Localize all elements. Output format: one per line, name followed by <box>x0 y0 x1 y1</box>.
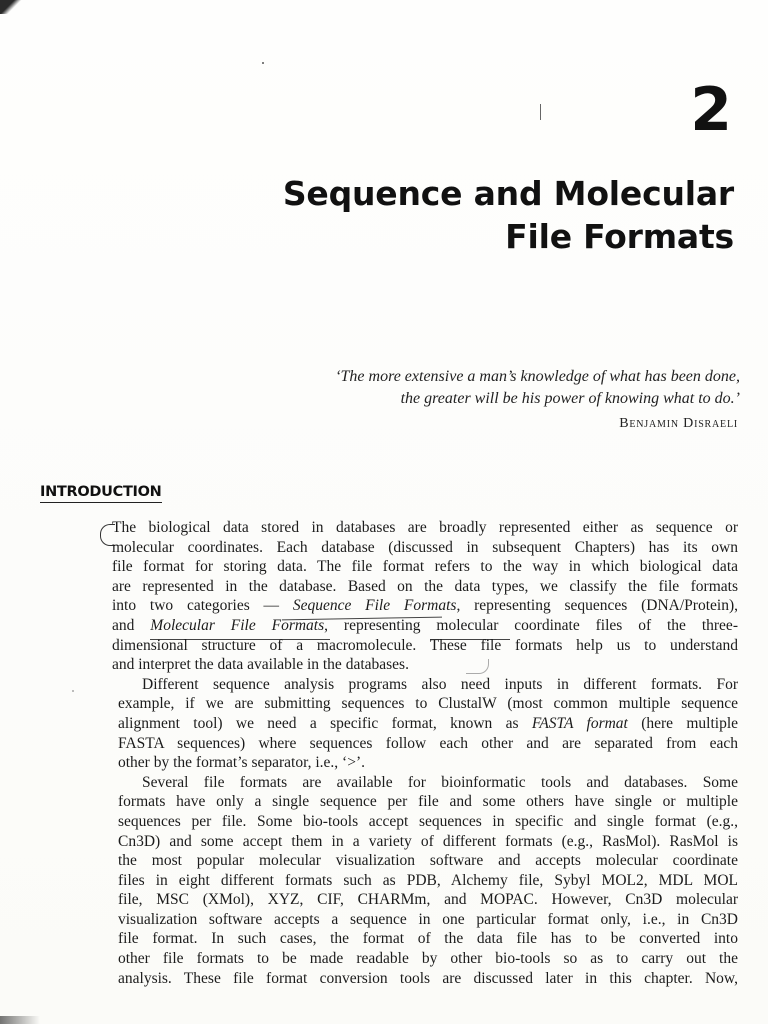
text-line: file format. In such cases, the format of the data file has to be converted into <box>118 930 738 948</box>
text-segment: and <box>112 616 151 634</box>
text-segment: , representing sequences (DNA/Protein), <box>456 597 738 615</box>
paragraph <box>118 675 738 773</box>
paper-speck <box>72 690 74 692</box>
text-segment: into two categories — <box>112 597 293 615</box>
text-line: other by the format’s separator, i.e., ‘>’. <box>118 754 365 772</box>
text-line <box>118 714 738 734</box>
text-line <box>112 616 738 636</box>
text-line: file, MSC (XMol), XYZ, CIF, CHARMm, and MOPAC. However, Cn3D molecular <box>118 891 738 909</box>
text-line: Several file formats are available for bioinformatic tools and databases. Some <box>142 773 738 791</box>
text-line: dimensional structure of a macromolecule. These file formats help us to understand <box>112 636 738 654</box>
italic-term: Sequence File Formats <box>292 597 457 615</box>
text-line: the most popular molecular visualization software and accepts molecular coordinate <box>118 852 738 870</box>
text-line: sequences per file. Some bio-tools accept sequences in specific and single format (e.g., <box>118 812 738 830</box>
text-segment: , representing molecular coordinate files of the three- <box>324 616 738 634</box>
text-line: are represented in the database. Based on the data types, we classify the file formats <box>112 577 738 595</box>
italic-term: FASTA format <box>531 714 628 732</box>
text-line <box>112 596 738 616</box>
text-line: visualization software accepts a sequence in one particular format only, i.e., in Cn3D <box>118 910 738 928</box>
text-line: analysis. These file format conversion tools are discussed later in this chapter. Now, <box>118 969 738 987</box>
epigraph-line: the greater will be his power of knowing what to do.’ <box>400 390 740 407</box>
chapter-title-line: Sequence and Molecular <box>282 174 734 213</box>
page-corner-shadow <box>0 0 22 14</box>
chapter-number: 2 <box>690 75 732 145</box>
section-heading: INTRODUCTION <box>40 484 162 503</box>
text-segment: (here multiple <box>627 714 739 732</box>
text-line: formats have only a single sequence per file and some others have single or multiple <box>118 793 738 811</box>
body-text <box>112 518 738 988</box>
epigraph-author: Benjamin Disraeli <box>619 416 738 431</box>
text-line: Different sequence analysis programs also need inputs in different formats. For <box>142 675 738 693</box>
text-segment: alignment tool) we need a specific format, known as <box>118 714 532 732</box>
text-line: example, if we are submitting sequences to ClustalW (most common multiple sequence <box>118 695 738 713</box>
chapter-title-line: File Formats <box>505 217 734 256</box>
text-line: Cn3D) and some accept them in a variety of different formats (e.g., RasMol). RasMol is <box>118 832 738 850</box>
text-line: molecular coordinates. Each database (discussed in subsequent Chapters) has its own <box>112 538 738 556</box>
text-line: and interpret the data available in the databases. <box>112 656 409 674</box>
italic-term: Molecular File Formats <box>150 616 325 634</box>
epigraph-quote <box>220 366 740 410</box>
epigraph-line: ‘The more extensive a man’s knowledge of what has been done, <box>335 368 740 385</box>
text-line: file format for storing data. The file format refers to the way in which biological data <box>112 558 738 576</box>
text-line: other file formats to be made readable by other bio-tools so as to carry out the <box>118 950 738 968</box>
paper-speck <box>262 62 264 64</box>
chapter-title <box>283 172 734 258</box>
page-corner-shadow-bottom <box>0 1016 40 1024</box>
text-line: FASTA sequences) where sequences follow each other and are separated from each <box>118 734 738 752</box>
paragraph <box>118 773 738 989</box>
text-line: The biological data stored in databases are broadly represented either as sequence or <box>112 519 738 536</box>
pencil-mark <box>540 104 541 120</box>
paragraph <box>112 518 738 675</box>
text-line: files in eight different formats such as PDB, Alchemy file, Sybyl MOL2, MDL MOL <box>118 871 738 889</box>
